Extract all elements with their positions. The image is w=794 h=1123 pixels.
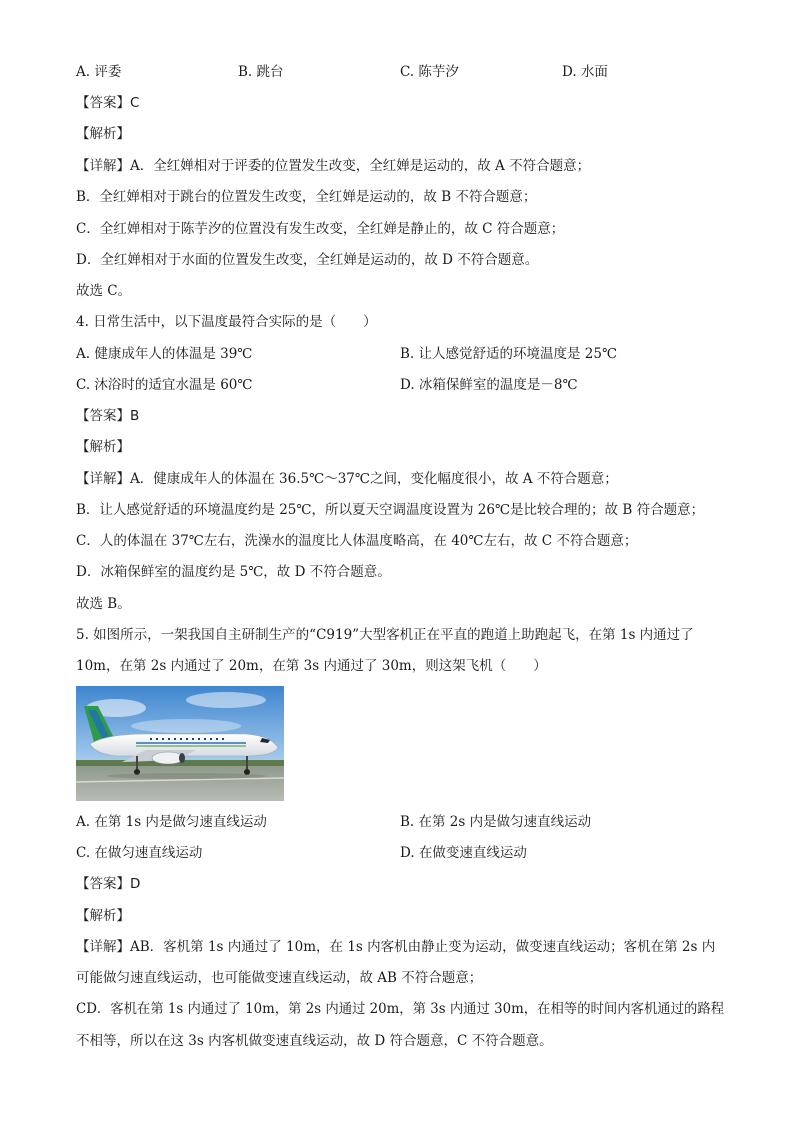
q4-option-a: A. 健康成年人的体温是 39℃ [76,346,253,362]
q5-analysis-label: 【解析】 [76,908,130,924]
q4-detail-line: B．让人感觉舒适的环境温度约是 25℃，所以夏天空调温度设置为 26℃是比较合理的；故 B 符合题意； [76,502,705,518]
c919-aircraft-photo [76,686,284,801]
q4-option-c: C. 沐浴时的适宜水温是 60℃ [76,377,253,393]
q5-detail-line: 可能做匀速直线运动，也可能做变速直线运动，故 AB 不符合题意； [76,970,483,986]
q4-conclusion: 故选 B。 [76,596,131,612]
q5-option-d: D. 在做变速直线运动 [400,845,527,861]
q4-stem: 4. 日常生活中，以下温度最符合实际的是（ ） [76,314,377,330]
q4-option-d: D. 冰箱保鲜室的温度是－8℃ [400,377,578,393]
q4-detail-line: C．人的体温在 37℃左右，洗澡水的温度比人体温度略高，在 40℃左右，故 C 不符合题意； [76,533,638,549]
q5-option-b: B. 在第 2s 内是做匀速直线运动 [400,814,592,830]
q3-detail-line: B．全红婵相对于跳台的位置发生改变，全红婵是运动的，故 B 不符合题意； [76,189,537,205]
q3-option-c: C. 陈芋汐 [400,64,459,80]
q5-stem-line: 10m，在第 2s 内通过了 20m，在第 3s 内通过了 30m，则这架飞机（ ） [76,658,547,674]
q3-detail-line: D．全红婵相对于水面的位置发生改变，全红婵是运动的，故 D 不符合题意。 [76,252,539,268]
q3-option-a: A. 评委 [76,64,122,80]
q5-detail-line: 【详解】AB．客机第 1s 内通过了 10m，在 1s 内客机由静止变为运动，做变速直线运动；客机在第 2s 内 [76,939,716,955]
q3-option-d: D. 水面 [562,64,608,80]
q5-answer: 【答案】D [76,876,141,892]
q5-option-c: C. 在做匀速直线运动 [76,845,203,861]
q5-stem-line: 5. 如图所示，一架我国自主研制生产的“C919”大型客机正在平直的跑道上助跑起飞，在第 1s 内通过了 [76,627,694,643]
q4-option-b: B. 让人感觉舒适的环境温度是 25℃ [400,346,618,362]
q4-answer: 【答案】B [76,408,140,424]
q3-analysis-label: 【解析】 [76,126,130,142]
q5-detail-line: 不相等，所以在这 3s 内客机做变速直线运动，故 D 符合题意，C 不符合题意。 [76,1033,553,1049]
q3-detail-line: 【详解】A．全红婵相对于评委的位置发生改变，全红婵是运动的，故 A 不符合题意； [76,158,591,174]
q3-answer: 【答案】C [76,95,140,111]
q3-conclusion: 故选 C。 [76,283,132,299]
q5-option-a: A. 在第 1s 内是做匀速直线运动 [76,814,267,830]
q4-analysis-label: 【解析】 [76,439,130,455]
q5-detail-line: CD．客机在第 1s 内通过了 10m，第 2s 内通过 20m，第 3s 内通过 30m，在相等的时间内客机通过的路程 [76,1001,725,1017]
q4-detail-line: 【详解】A．健康成年人的体温在 36.5℃～37℃之间，变化幅度很小，故 A 不符合题意； [76,471,618,487]
q3-detail-line: C．全红婵相对于陈芋汐的位置没有发生改变，全红婵是静止的，故 C 符合题意； [76,221,565,237]
q3-option-b: B. 跳台 [238,64,284,80]
q4-detail-line: D．冰箱保鲜室的温度约是 5℃，故 D 不符合题意。 [76,564,391,580]
